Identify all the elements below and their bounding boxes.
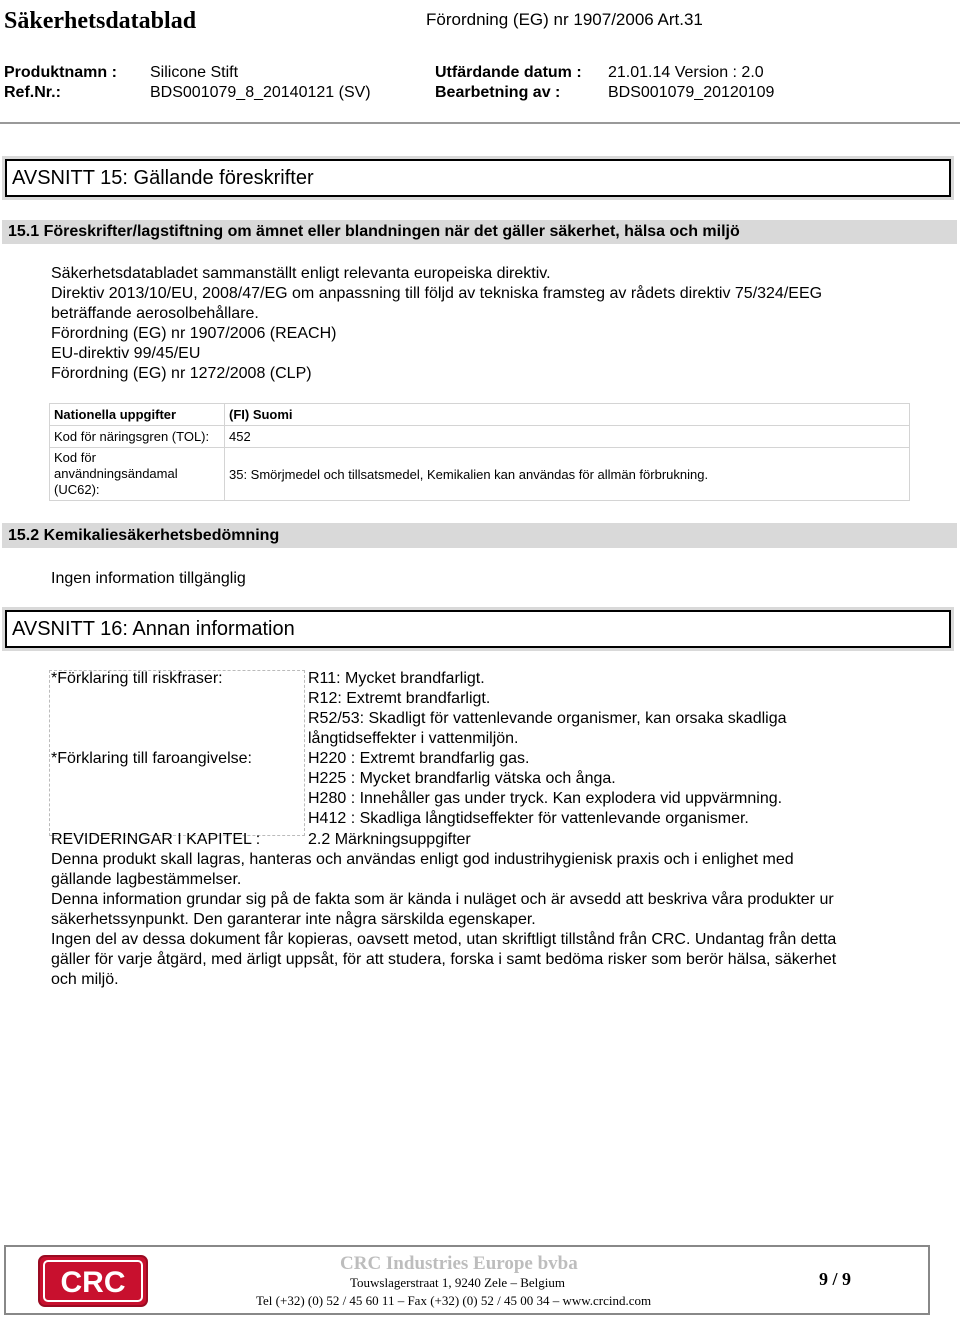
hazard-statement: H220 : Extremt brandfarlig gas. bbox=[308, 750, 530, 767]
ref-number-value: BDS001079_8_20140121 (SV) bbox=[150, 84, 371, 101]
product-name-label: Produktnamn : bbox=[4, 64, 117, 81]
table-row bbox=[50, 426, 910, 448]
table-row bbox=[50, 404, 910, 426]
regulation-line: EU-direktiv 99/45/EU bbox=[51, 345, 201, 362]
ref-number-label: Ref.Nr.: bbox=[4, 84, 61, 101]
footer-contact: Tel (+32) (0) 52 / 45 60 11 – Fax (+32) (0) 52 / 45 00 34 – www.crcind.com bbox=[256, 1293, 652, 1308]
revisions-label: REVIDERINGAR I KAPITEL : bbox=[51, 831, 261, 848]
hazard-statement: H412 : Skadliga långtidseffekter för vattenlevande organismer. bbox=[308, 810, 749, 827]
national-info-label: Nationella uppgifter bbox=[50, 404, 225, 426]
document-title: Säkerhetsdatablad bbox=[4, 8, 197, 34]
tol-code-value: 452 bbox=[225, 426, 910, 448]
hazard-statement: H280 : Innehåller gas under tryck. Kan explodera vid uppvärmning. bbox=[308, 790, 783, 807]
risk-phrases-label: *Förklaring till riskfraser: bbox=[51, 670, 223, 687]
hazard-statement: H225 : Mycket brandfarlig vätska och ånga. bbox=[308, 770, 616, 787]
table-row bbox=[50, 448, 910, 501]
hazard-statements-label: *Förklaring till faroangivelse: bbox=[51, 750, 252, 767]
footer-company-name: CRC Industries Europe bvba bbox=[340, 1253, 578, 1274]
risk-phrase: R11: Mycket brandfarligt. bbox=[308, 670, 485, 687]
risk-phrase: R12: Extremt brandfarligt. bbox=[308, 690, 491, 707]
risk-phrase: långtidseffekter i vattenmiljön. bbox=[308, 730, 519, 747]
header-divider bbox=[0, 122, 960, 124]
crc-logo bbox=[38, 1255, 148, 1307]
regulation-line: Förordning (EG) nr 1272/2008 (CLP) bbox=[51, 365, 312, 382]
issue-date-label: Utfärdande datum : bbox=[435, 64, 582, 81]
revisions-value: 2.2 Märkningsuppgifter bbox=[308, 831, 471, 848]
page-number: 9 / 9 bbox=[819, 1269, 852, 1289]
disclaimer-line: Denna produkt skall lagras, hanteras och användas enligt god industrihygienisk praxis och i enlighet med bbox=[51, 851, 794, 868]
disclaimer-line: och miljö. bbox=[51, 971, 119, 988]
crc-logo-text: CRC bbox=[60, 1266, 126, 1299]
regulation-line: Direktiv 2013/10/EU, 2008/47/EG om anpassning till följd av tekniska framsteg av rådets direktiv 75/324/EEG bbox=[51, 285, 823, 302]
product-name-value: Silicone Stift bbox=[150, 64, 239, 81]
national-info-table bbox=[49, 403, 910, 501]
disclaimer-line: Denna information grundar sig på de fakta som är kända i nuläget och är avsedd att beskriva våra produkter ur bbox=[51, 891, 834, 908]
section-16-title: AVSNITT 16: Annan information bbox=[5, 610, 951, 648]
uc62-code-value: 35: Smörjmedel och tillsatsmedel, Kemikalien kan användas för allmän förbrukning. bbox=[225, 448, 910, 501]
revision-label: Bearbetning av : bbox=[435, 84, 561, 101]
regulation-reference: Förordning (EG) nr 1907/2006 Art.31 bbox=[426, 10, 703, 29]
subsection-15-2-title: 15.2 Kemikaliesäkerhetsbedömning bbox=[2, 523, 957, 548]
tol-code-label: Kod för näringsgren (TOL): bbox=[50, 426, 225, 448]
national-info-country: (FI) Suomi bbox=[225, 404, 910, 426]
regulation-line: beträffande aerosolbehållare. bbox=[51, 305, 259, 322]
footer-address: Touwslagerstraat 1, 9240 Zele – Belgium bbox=[350, 1275, 565, 1290]
section-16-banner bbox=[2, 607, 954, 651]
section-15-banner bbox=[2, 156, 954, 200]
risk-phrase: R52/53: Skadligt för vattenlevande organismer, kan orsaka skadliga bbox=[308, 710, 787, 727]
uc62-code-label: Kod för användningsändamal (UC62): bbox=[50, 448, 225, 501]
disclaimer-line: Ingen del av dessa dokument får kopieras, oavsett metod, utan skriftligt tillstånd från CRC. Undantag från detta bbox=[51, 931, 837, 948]
disclaimer-line: gällande lagbestämmelser. bbox=[51, 871, 242, 888]
section-15-title: AVSNITT 15: Gällande föreskrifter bbox=[5, 159, 951, 197]
disclaimer-line: säkerhetssynpunkt. Den garanterar inte några särskilda egenskaper. bbox=[51, 911, 536, 928]
issue-date-value: 21.01.14 Version : 2.0 bbox=[608, 64, 764, 81]
chemical-safety-assessment-text: Ingen information tillgänglig bbox=[51, 570, 246, 587]
disclaimer-line: gäller för varje åtgärd, med ärligt uppsåt, för att studera, forska i samt bedöma risker som berör hälsa, säkerhet bbox=[51, 951, 837, 968]
regulation-line: Förordning (EG) nr 1907/2006 (REACH) bbox=[51, 325, 337, 342]
regulation-line: Säkerhetsdatabladet sammanställt enligt relevanta europeiska direktiv. bbox=[51, 265, 551, 282]
subsection-15-1-title: 15.1 Föreskrifter/lagstiftning om ämnet eller blandningen när det gäller säkerhet, hälsa och miljö bbox=[2, 220, 957, 244]
revision-value: BDS001079_20120109 bbox=[608, 84, 775, 101]
